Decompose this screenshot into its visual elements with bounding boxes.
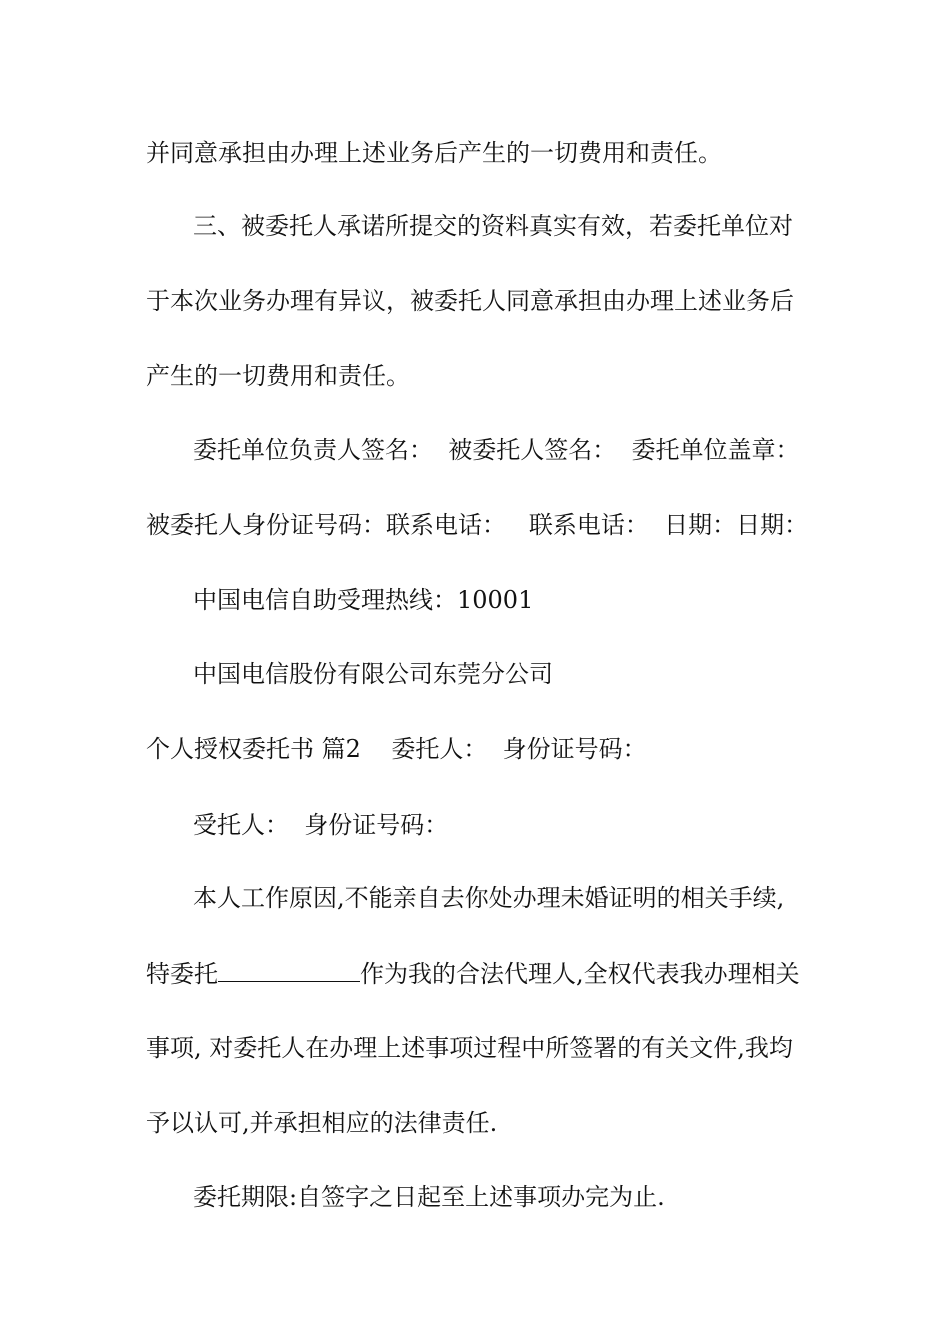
entrust-line — [146, 961, 800, 986]
paragraph-line: 三、被委托人承诺所提交的资料真实有效，若委托单位对 — [193, 212, 793, 240]
entrust-prefix: 特委托 — [146, 960, 218, 988]
trustee-line: 受托人： 身份证号码： — [193, 811, 449, 839]
paragraph-line: 予以认可,并承担相应的法律责任. — [146, 1109, 498, 1137]
hotline-line: 中国电信自助受理热线：10001 — [193, 586, 534, 614]
entrust-suffix: 作为我的合法代理人,全权代表我办理相关 — [360, 960, 800, 988]
paragraph-line: 委托期限:自签字之日起至上述事项办完为止. — [193, 1183, 665, 1211]
paragraph-line: 于本次业务办理有异议，被委托人同意承担由办理上述业务后 — [146, 287, 794, 315]
signature-line: 委托单位负责人签名： 被委托人签名： 委托单位盖章： — [193, 436, 800, 464]
company-line: 中国电信股份有限公司东莞分公司 — [193, 660, 553, 688]
paragraph-line: 并同意承担由办理上述业务后产生的一切费用和责任。 — [146, 139, 722, 167]
contact-line: 被委托人身份证号码：联系电话： 联系电话： 日期：日期： — [146, 511, 809, 539]
blank-underline — [218, 961, 360, 982]
paragraph-line: 事项, 对委托人在办理上述事项过程中所签署的有关文件,我均 — [146, 1034, 793, 1062]
section-heading: 个人授权委托书 篇2 委托人： 身份证号码： — [146, 735, 647, 763]
paragraph-line: 本人工作原因,不能亲自去你处办理未婚证明的相关手续, — [193, 884, 785, 912]
paragraph-line: 产生的一切费用和责任。 — [146, 362, 410, 390]
